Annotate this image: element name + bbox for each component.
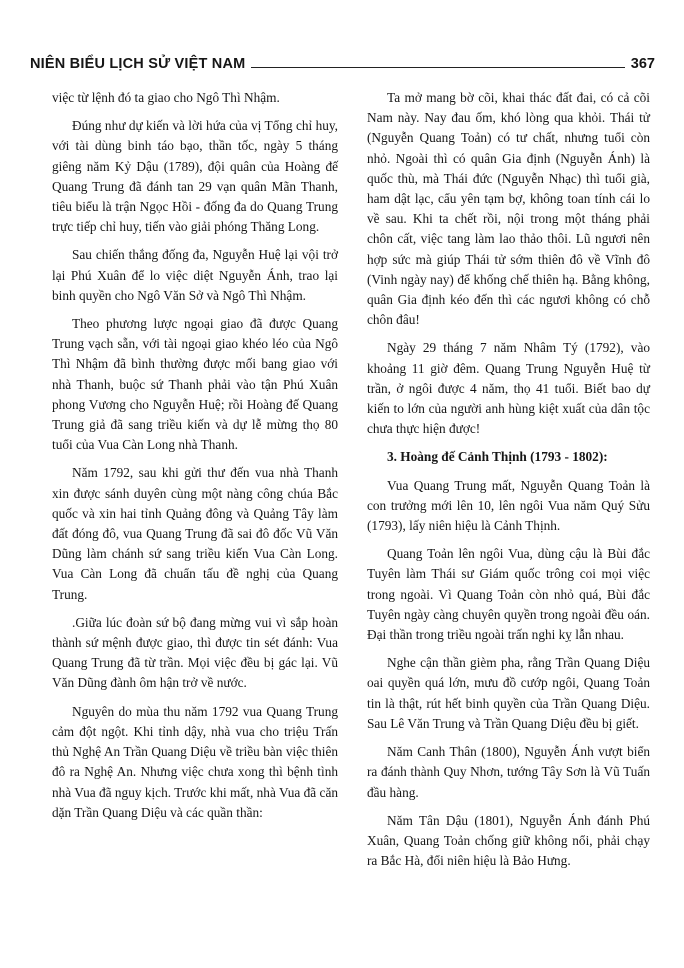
paragraph: Sau chiến thắng đống đa, Nguyễn Huệ lại vội trở lại Phú Xuân để lo việc diệt Nguyễn Ánh, trao lại binh quyền cho Ngô Văn Sở và Ngô Thì Nhậm.: [52, 247, 338, 303]
paragraph: Năm 1792, sau khi gửi thư đến vua nhà Thanh xin được sánh duyên cùng một nàng công chúa Bắc quốc và xin hai tỉnh Quảng đông và Quảng Tây làm đất đóng đô, vua Quang Trung đã sai đô đốc Vũ Văn Dũng làm chánh sứ sang triều kiến Vua Càn Long. Vua Càn Long đã chuẩn tấu đề nghị của Quang Trung.: [52, 465, 338, 602]
header-rule: [251, 67, 624, 68]
left-column: [52, 88, 338, 831]
paragraph: Năm Tân Dậu (1801), Nguyễn Ánh đánh Phú Xuân, Quang Toản chống giữ không nổi, phải chạy ra Bắc Hà, đổi niên hiệu là Bảo Hưng.: [367, 812, 650, 869]
paragraph: việc từ lệnh đó ta giao cho Ngô Thì Nhậm.: [52, 90, 280, 105]
page-number: 367: [630, 56, 655, 72]
paragraph: Nguyên do mùa thu năm 1792 vua Quang Trung cảm đột ngột. Khi tỉnh dậy, nhà vua cho triệu Trấn thủ Nghệ An Trần Quang Diệu về triều bàn việc thiên đô ra Nghệ An. Nhưng việc chưa xong thì bệnh tình nhà Vua đã nguy kịch. Trước khi mất, nhà Vua đã căn dặn Trần Quang Diệu và các quần thần:: [52, 703, 338, 820]
paragraph: Năm Canh Thân (1800), Nguyễn Ánh vượt biển ra đánh thành Quy Nhơn, tướng Tây Sơn là Vũ Tuấn đầu hàng.: [367, 744, 650, 800]
paragraph: Ngày 29 tháng 7 năm Nhâm Tý (1792), vào khoảng 11 giờ đêm. Quang Trung Nguyễn Huệ từ trần, ở ngôi được 4 năm, thọ 41 tuổi. Biết bao dự kiến to lớn của người anh hùng kiệt xuất của dân tộc chưa thực hiện được!: [367, 340, 650, 437]
paragraph: .Giữa lúc đoàn sứ bộ đang mừng vui vì sắp hoàn thành sứ mệnh được giao, thì được tin sét đánh: Vua Quang Trung đã từ trần. Mọi việc đều bị gác lại. Vũ Văn Dũng đành ôm hận trở về nước.: [52, 614, 338, 691]
right-column: [367, 88, 650, 879]
header-title: NIÊN BIỂU LỊCH SỬ VIỆT NAM: [30, 56, 246, 72]
paragraph: Vua Quang Trung mất, Nguyễn Quang Toản là con trưởng mới lên 10, lên ngôi Vua năm Quý Sửu (1793), lấy niên hiệu là Cảnh Thịnh.: [367, 477, 650, 534]
paragraph: Quang Toản lên ngôi Vua, dùng cậu là Bùi đắc Tuyên làm Thái sư Giám quốc trông coi mọi việc trong ngoài. Vì Quang Toản còn nhỏ quá, Bùi đắc Tuyên ngày càng chuyên quyền trong ngoài đều oán. Đại thần trong triều ngoài trấn nghi kỵ lẫn nhau.: [367, 546, 650, 643]
paragraph: Theo phương lược ngoại giao đã được Quang Trung vạch sẵn, với tài ngoại giao khéo léo của Ngô Thì Nhậm đã bình thường được mối bang giao với nhà Thanh, buộc sứ Thanh phải vào tận Phú Xuân phong Vương cho Nguyễn Huệ; rồi Hoàng đế Quang Trung giả đã sang triều kiến và dự lễ mừng thọ 80 tuổi của Vua Càn Long nhà Thanh.: [52, 316, 338, 453]
running-header: [30, 50, 655, 72]
section-heading: 3. Hoàng đế Cảnh Thịnh (1793 - 1802):: [387, 449, 608, 465]
paragraph: Ta mở mang bờ cõi, khai thác đất đai, có cả cõi Nam này. Nay đau ốm, khó lòng qua khỏi. Thái tử (Nguyễn Quang Toản) có tư chất, nhưng tuổi còn nhỏ. Ngoài thì có quân Gia định (Nguyễn Ánh) là quốc thù, mà Thái đức (Nguyễn Nhạc) thì tuổi già, ham dật lạc, cẩu yên tạm bợ, không toan tính cái lo về sau. Khi ta chết rồi, nội trong một tháng phải chôn cất, việc tang làm lao thảo thôi. Lũ ngươi nên hợp sức mà giúp Thái tử sớm thiên đô về Vĩnh đô (Vinh ngày nay) để khống chế thiên hạ. Bằng không, quân Gia định kéo đến thì các ngươi không có chỗ chôn đâu!: [367, 90, 650, 328]
paragraph: Nghe cận thần gièm pha, rằng Trần Quang Diệu oai quyền quá lớn, mưu đồ cướp ngôi, Quang Toản tin là thật, rút hết binh quyền của Trần Quang Diệu. Sau Lê Văn Trung và Trần Quang Diệu đều bị giết.: [367, 655, 650, 731]
paragraph: Đúng như dự kiến và lời hứa của vị Tổng chỉ huy, với tài dùng binh táo bạo, thần tốc, ngày 5 tháng giêng năm Kỷ Dậu (1789), đội quân của Hoàng đế Quang Trung đã đánh tan 29 vạn quân Mãn Thanh, tiêu biểu là trận Ngọc Hồi - đống đa do Quang Trung trực tiếp chỉ huy, tiến vào giải phóng Thăng Long.: [52, 118, 338, 235]
